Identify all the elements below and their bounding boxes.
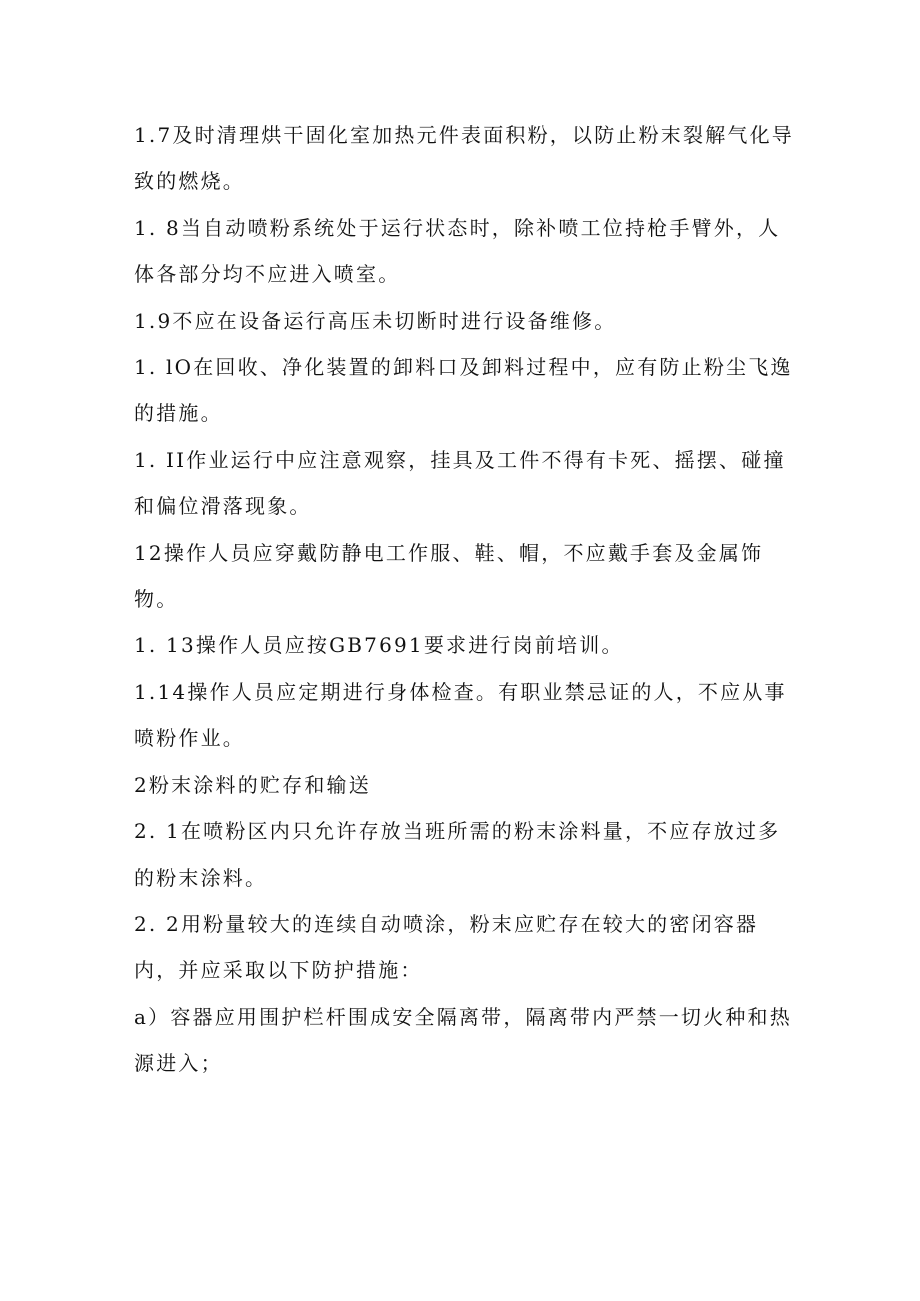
paragraph-1-12: 12操作人员应穿戴防静电工作服、鞋、帽，不应戴手套及金属饰物。 <box>134 540 764 612</box>
paragraph-1-14: 1.14操作人员应定期进行身体检查。有职业禁忌证的人，不应从事喷粉作业。 <box>134 679 787 751</box>
paragraph-1-9: 1.9不应在设备运行高压未切断时进行设备维修。 <box>134 308 617 333</box>
paragraph-1-11: 1. II作业运行中应注意观察，挂具及工件不得有卡死、摇摆、碰撞和偏位滑落现象。 <box>134 447 786 519</box>
paragraph-1-10: 1. lO在回收、净化装置的卸料口及卸料过程中，应有防止粉尘飞逸的措施。 <box>134 355 793 426</box>
paragraph-1-7: 1.7及时清理烘干固化室加热元件表面积粉，以防止粉末裂解气化导致的燃烧。 <box>134 123 795 194</box>
paragraph-a: a）容器应用围护栏杆围成安全隔离带，隔离带内严禁一切火种和热源进入； <box>134 1004 792 1076</box>
paragraph-2-1: 2. 1在喷粉区内只允许存放当班所需的粉末涂料量，不应存放过多的粉末涂料。 <box>134 819 781 890</box>
section-heading-2: 2粉末涂料的贮存和输送 <box>134 772 371 797</box>
paragraph-1-8: 1. 8当自动喷粉系统处于运行状态时，除补喷工位持枪手臂外，人体各部分均不应进入喷室。 <box>134 215 781 287</box>
paragraph-2-2: 2. 2用粉量较大的连续自动喷涂，粉末应贮存在较大的密闭容器内，并应采取以下防护措施： <box>134 911 759 983</box>
document-body <box>134 112 794 1087</box>
paragraph-1-13: 1. 13操作人员应按GB7691要求进行岗前培训。 <box>134 633 624 658</box>
